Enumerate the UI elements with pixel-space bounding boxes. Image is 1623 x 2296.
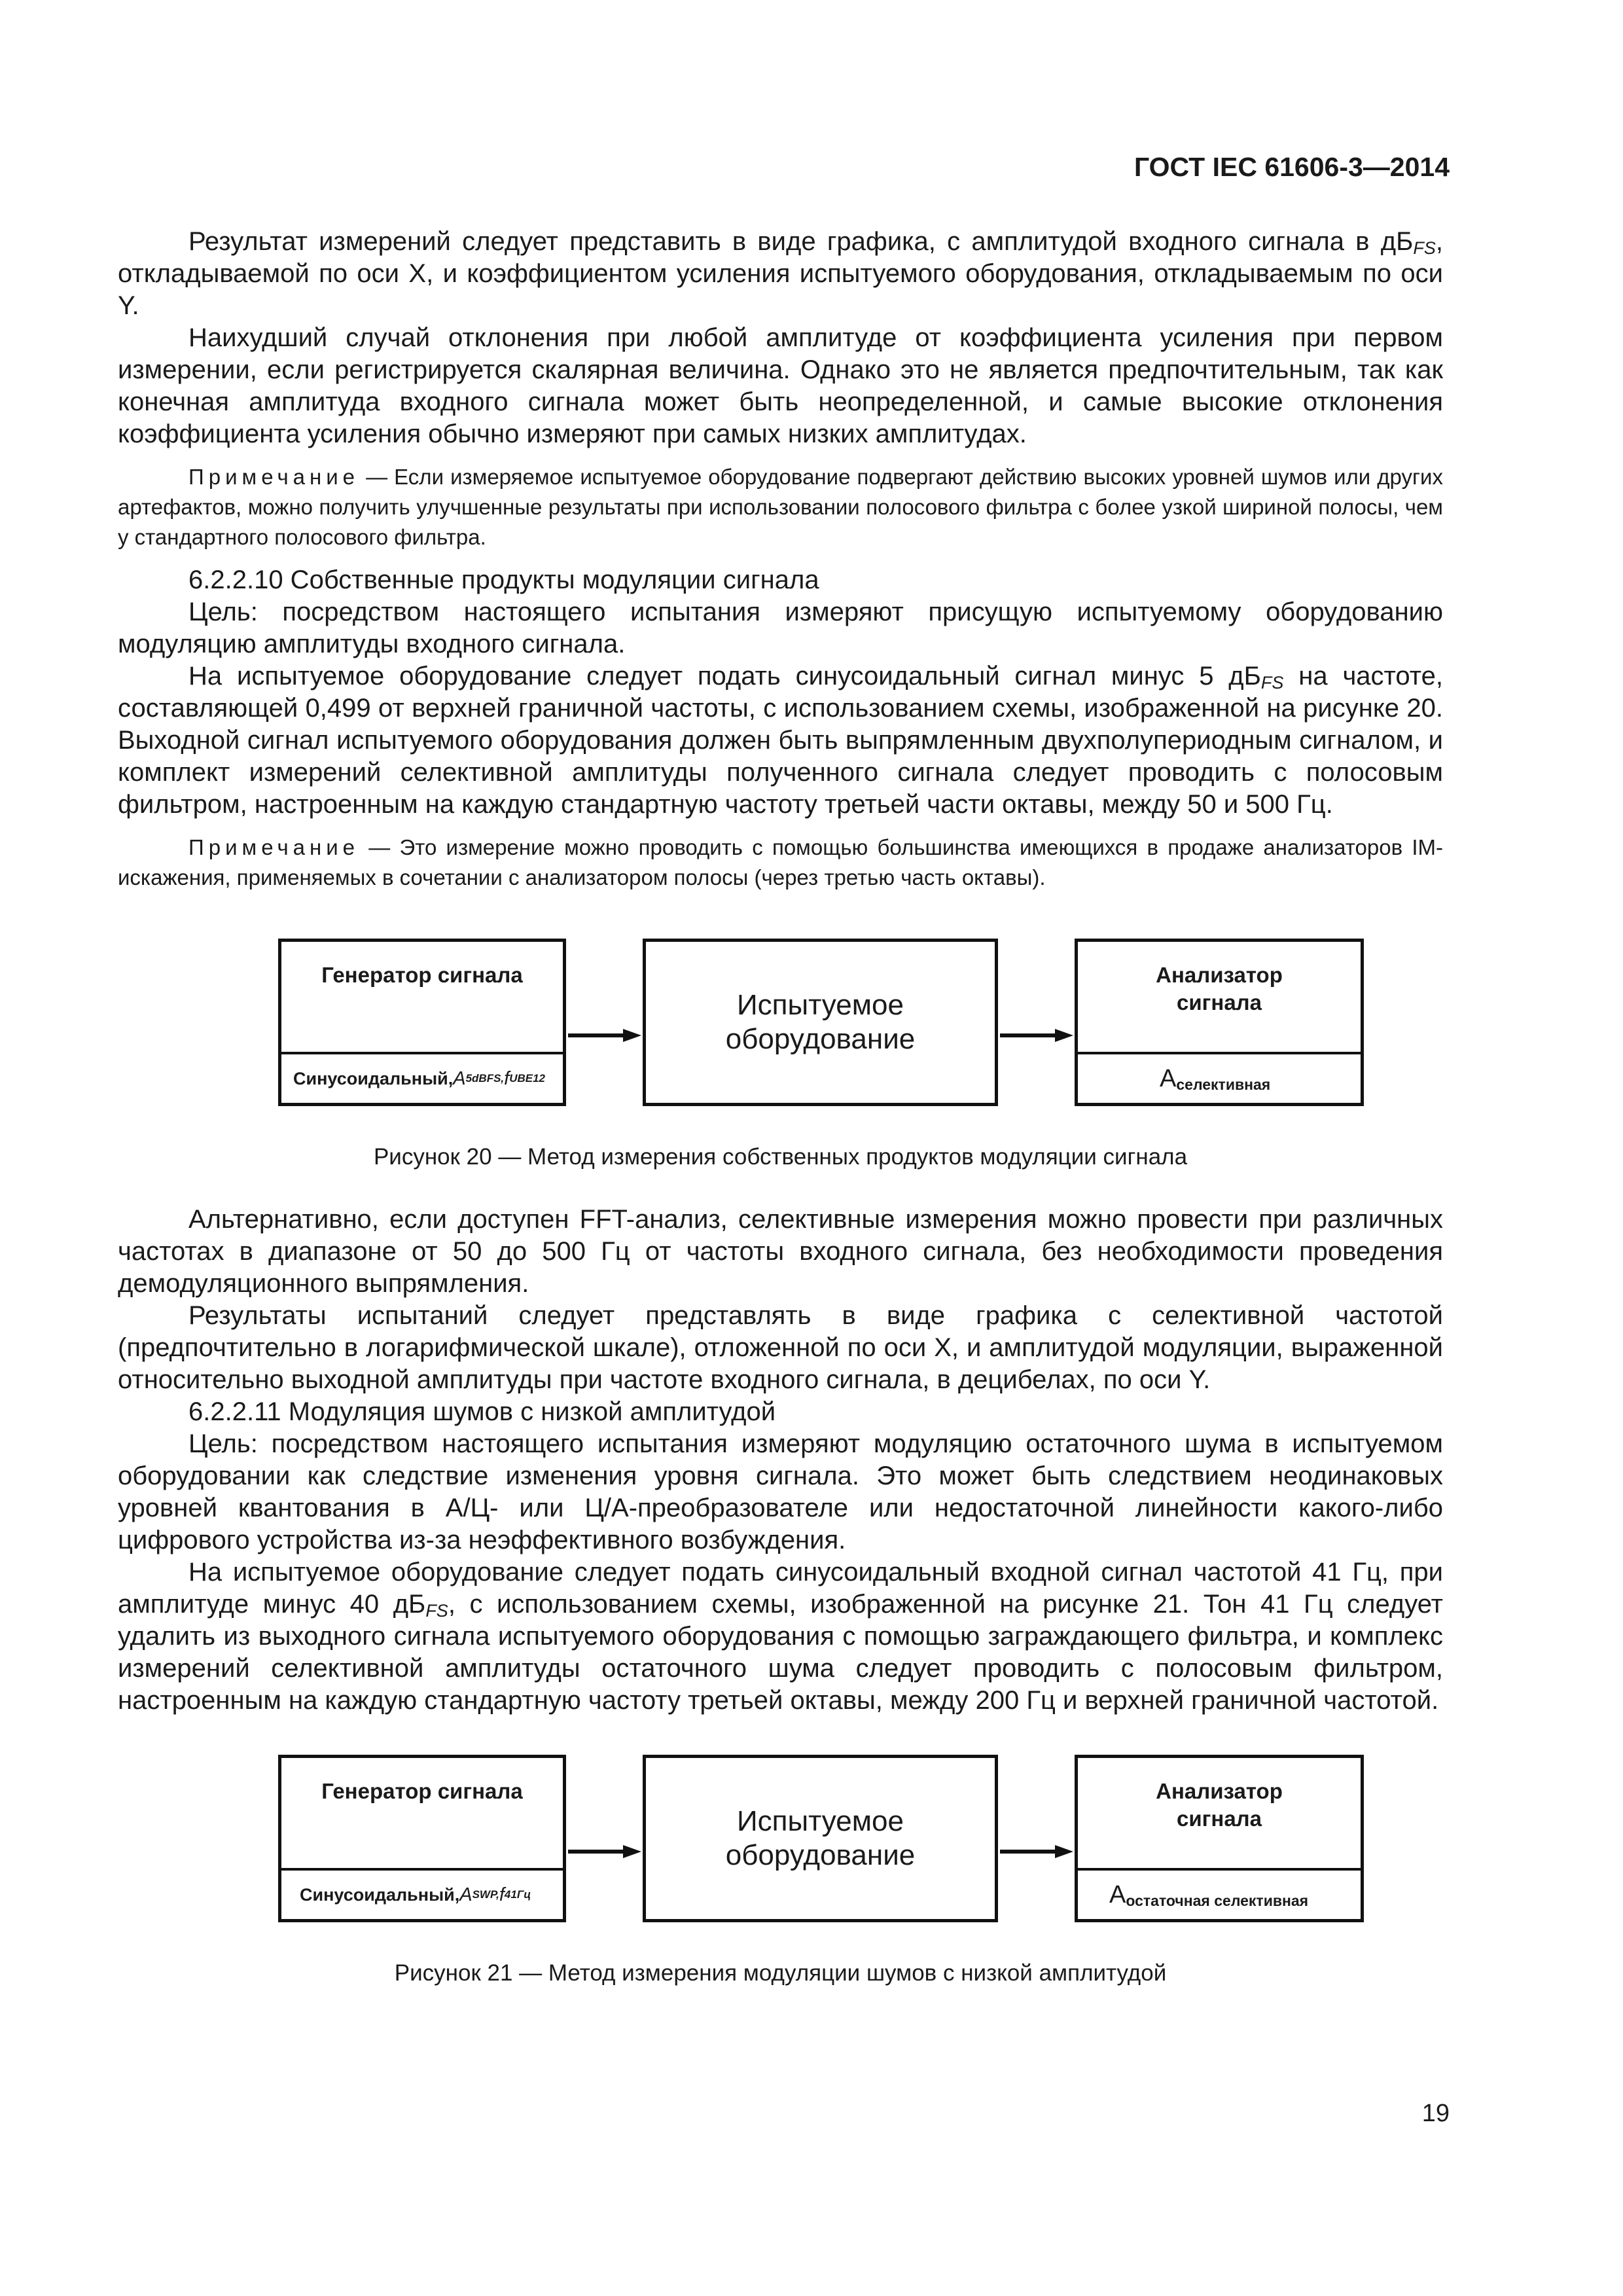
- signal-generator-params: [281, 1868, 563, 1919]
- paragraph-results-plot: [118, 226, 1443, 322]
- signal-analyzer-box: [1075, 1755, 1364, 1922]
- analyzer-amplitude-symbol: A: [1160, 1064, 1177, 1092]
- note-1-text: — Если измеряемое испытуемое оборудование подвергают действию высоких уровней шумов или других артефактов, можно получить улучшенные результаты при использовании полосового фильтра с более узкой шириной полосы, чем у стандартного полосового фильтра.: [118, 465, 1443, 549]
- section-11-goal: Цель: посредством настоящего испытания измеряют модуляцию остаточного шума в испытуемом оборудовании как следствие изменения уровня сигнала. Это может быть следствием неодинаковых уровней квантования в А/Ц- или Ц/А-преобразователе или недостаточной линейности какого-либо цифрового устройства из-за неэффективного возбуждения.: [118, 1429, 1443, 1554]
- section-10-goal: Цель: посредством настоящего испытания измеряют присущую испытуемому оборудованию модуляцию амплитуды входного сигнала.: [118, 598, 1443, 658]
- signal-analyzer-box: [1075, 939, 1364, 1106]
- document-code: ГОСТ IEC 61606-3—2014: [1133, 152, 1450, 182]
- arrow-right-icon: [1000, 1845, 1073, 1858]
- analyzer-amplitude-symbol: A: [1109, 1880, 1126, 1909]
- s10-text-b: на частоте, составляющей 0,499 от верхней граничной частоты, с использованием схемы, изображенной на рисунке 20. Выходной сигнал испытуемого оборудования должен быть выпрямленным двухполупериодным сигналом, и комплект измерений селективной амплитуды полученного сигнала следует проводить с полосовым фильтром, настроенным на каждую стандартную частоту третьей части октавы, между 50 и 500 Гц.: [118, 662, 1443, 819]
- note-2-text: — Это измерение можно проводить с помощью большинства имеющихся в продаже анализаторов IM-искажения, применяемых в сочетании с анализатором полосы (через третью часть октавы).: [118, 835, 1443, 889]
- gen-amplitude-subscript: 5dBFS,: [465, 1072, 505, 1085]
- arrow-right-icon: [1000, 1029, 1073, 1042]
- note-1-label: Примечание: [188, 465, 360, 489]
- device-under-test-label: Испытуемое оборудование: [725, 989, 916, 1055]
- section-10-procedure: [118, 660, 1443, 821]
- section-11-procedure: [118, 1556, 1443, 1717]
- gen-frequency-symbol: f: [499, 1884, 505, 1905]
- paragraph-fft-alternative: Альтернативно, если доступен FFT-анализ, селективные измерения можно провести при различных частотах в диапазоне от 50 до 500 Гц от частоты входного сигнала, без необходимости проведения демодуляционного выпрямления.: [118, 1205, 1443, 1298]
- analyzer-amplitude-subscript: селективная: [1176, 1075, 1271, 1093]
- signal-generator-title: Генератор сигнала: [321, 1779, 523, 1803]
- section-heading-6-2-2-11: 6.2.2.11 Модуляция шумов с низкой амплитудой: [188, 1397, 776, 1426]
- p1-subscript: FS: [1413, 238, 1436, 258]
- signal-generator-box: [278, 939, 566, 1106]
- gen-frequency-symbol: f: [504, 1067, 510, 1089]
- signal-analyzer-title: Анализатор сигнала: [1156, 963, 1283, 1014]
- s11-subscript: FS: [425, 1601, 448, 1621]
- gen-params-label: Синусоидальный,: [300, 1884, 460, 1905]
- device-under-test-box: [643, 939, 998, 1106]
- arrow-right-icon: [568, 1845, 641, 1858]
- signal-generator-box: [278, 1755, 566, 1922]
- p1-text-a: Результат измерений следует представить в виде графика, с амплитудой входного сигнала в дБ: [188, 227, 1414, 256]
- paragraph-test-results: Результаты испытаний следует представлять в виде графика с селективной частотой (предпочтительно в логарифмической шкале), отложенной по оси X, и амплитудой модуляции, выраженной относительно выходной амплитуды при частоте входного сигнала, в децибелах, по оси Y.: [118, 1301, 1443, 1394]
- signal-generator-title: Генератор сигнала: [321, 963, 523, 987]
- note-2-label: Примечание: [188, 835, 360, 859]
- figure-20-caption: Рисунок 20 — Метод измерения собственных продуктов модуляции сигнала: [373, 1144, 1188, 1170]
- device-under-test-box: [643, 1755, 998, 1922]
- gen-params-label: Синусоидальный,: [293, 1068, 454, 1088]
- gen-amplitude-symbol: A: [453, 1067, 466, 1089]
- page-body: [118, 226, 1443, 1988]
- signal-analyzer-params: [1078, 1868, 1361, 1919]
- signal-generator-params: [281, 1052, 563, 1103]
- gen-amplitude-symbol: A: [459, 1884, 473, 1905]
- signal-analyzer-params: [1078, 1052, 1361, 1103]
- gen-frequency-subscript: 41Гц: [504, 1888, 531, 1901]
- figure-21-caption: Рисунок 21 — Метод измерения модуляции шумов с низкой амплитудой: [394, 1960, 1167, 1986]
- s10-text-a: На испытуемое оборудование следует подать синусоидальный сигнал минус 5 дБ: [188, 662, 1261, 691]
- arrow-right-icon: [568, 1029, 641, 1042]
- s11-text-b: , с использованием схемы, изображенной на рисунке 21. Тон 41 Гц следует удалить из выходного сигнала испытуемого оборудования с помощью заграждающего фильтра, и комплекс измерений селективной амплитуды остаточного шума следует проводить с полосовым фильтром, настроенным на каждую стандартную частоту третьей октавы, между 200 Гц и верхней граничной частотой.: [118, 1590, 1443, 1715]
- s11-text-a: На испытуемое оборудование следует подать синусоидальный входной сигнал частотой 41 Гц, при амплитуде минус 40 дБ: [118, 1558, 1443, 1619]
- p1-text-b: , откладываемой по оси X, и коэффициентом усиления испытуемого оборудования, откладываемым по оси Y.: [118, 227, 1443, 320]
- device-under-test-label: Испытуемое оборудование: [725, 1805, 916, 1871]
- paragraph-worst-case: Наихудший случай отклонения при любой амплитуде от коэффициента усиления при первом измерении, если регистрируется скалярная величина. Однако это не является предпочтительным, так как конечная амплитуда входного сигнала может быть неопределенной, и самые высокие отклонения коэффициента усиления обычно измеряют при самых низких амплитудах.: [118, 323, 1443, 448]
- page-number: 19: [1421, 2100, 1450, 2127]
- note-1: [118, 462, 1443, 552]
- gen-frequency-subscript: UBE12: [509, 1072, 546, 1085]
- figure-20-diagram: [118, 939, 1443, 1119]
- s10-subscript: FS: [1260, 673, 1284, 692]
- figure-21-diagram: [118, 1755, 1443, 1935]
- note-2: [118, 833, 1443, 893]
- gen-amplitude-subscript: SWP,: [472, 1888, 499, 1901]
- section-heading-6-2-2-10: 6.2.2.10 Собственные продукты модуляции сигнала: [188, 565, 819, 594]
- signal-analyzer-title: Анализатор сигнала: [1156, 1779, 1283, 1831]
- analyzer-amplitude-subscript: остаточная селективная: [1126, 1892, 1309, 1909]
